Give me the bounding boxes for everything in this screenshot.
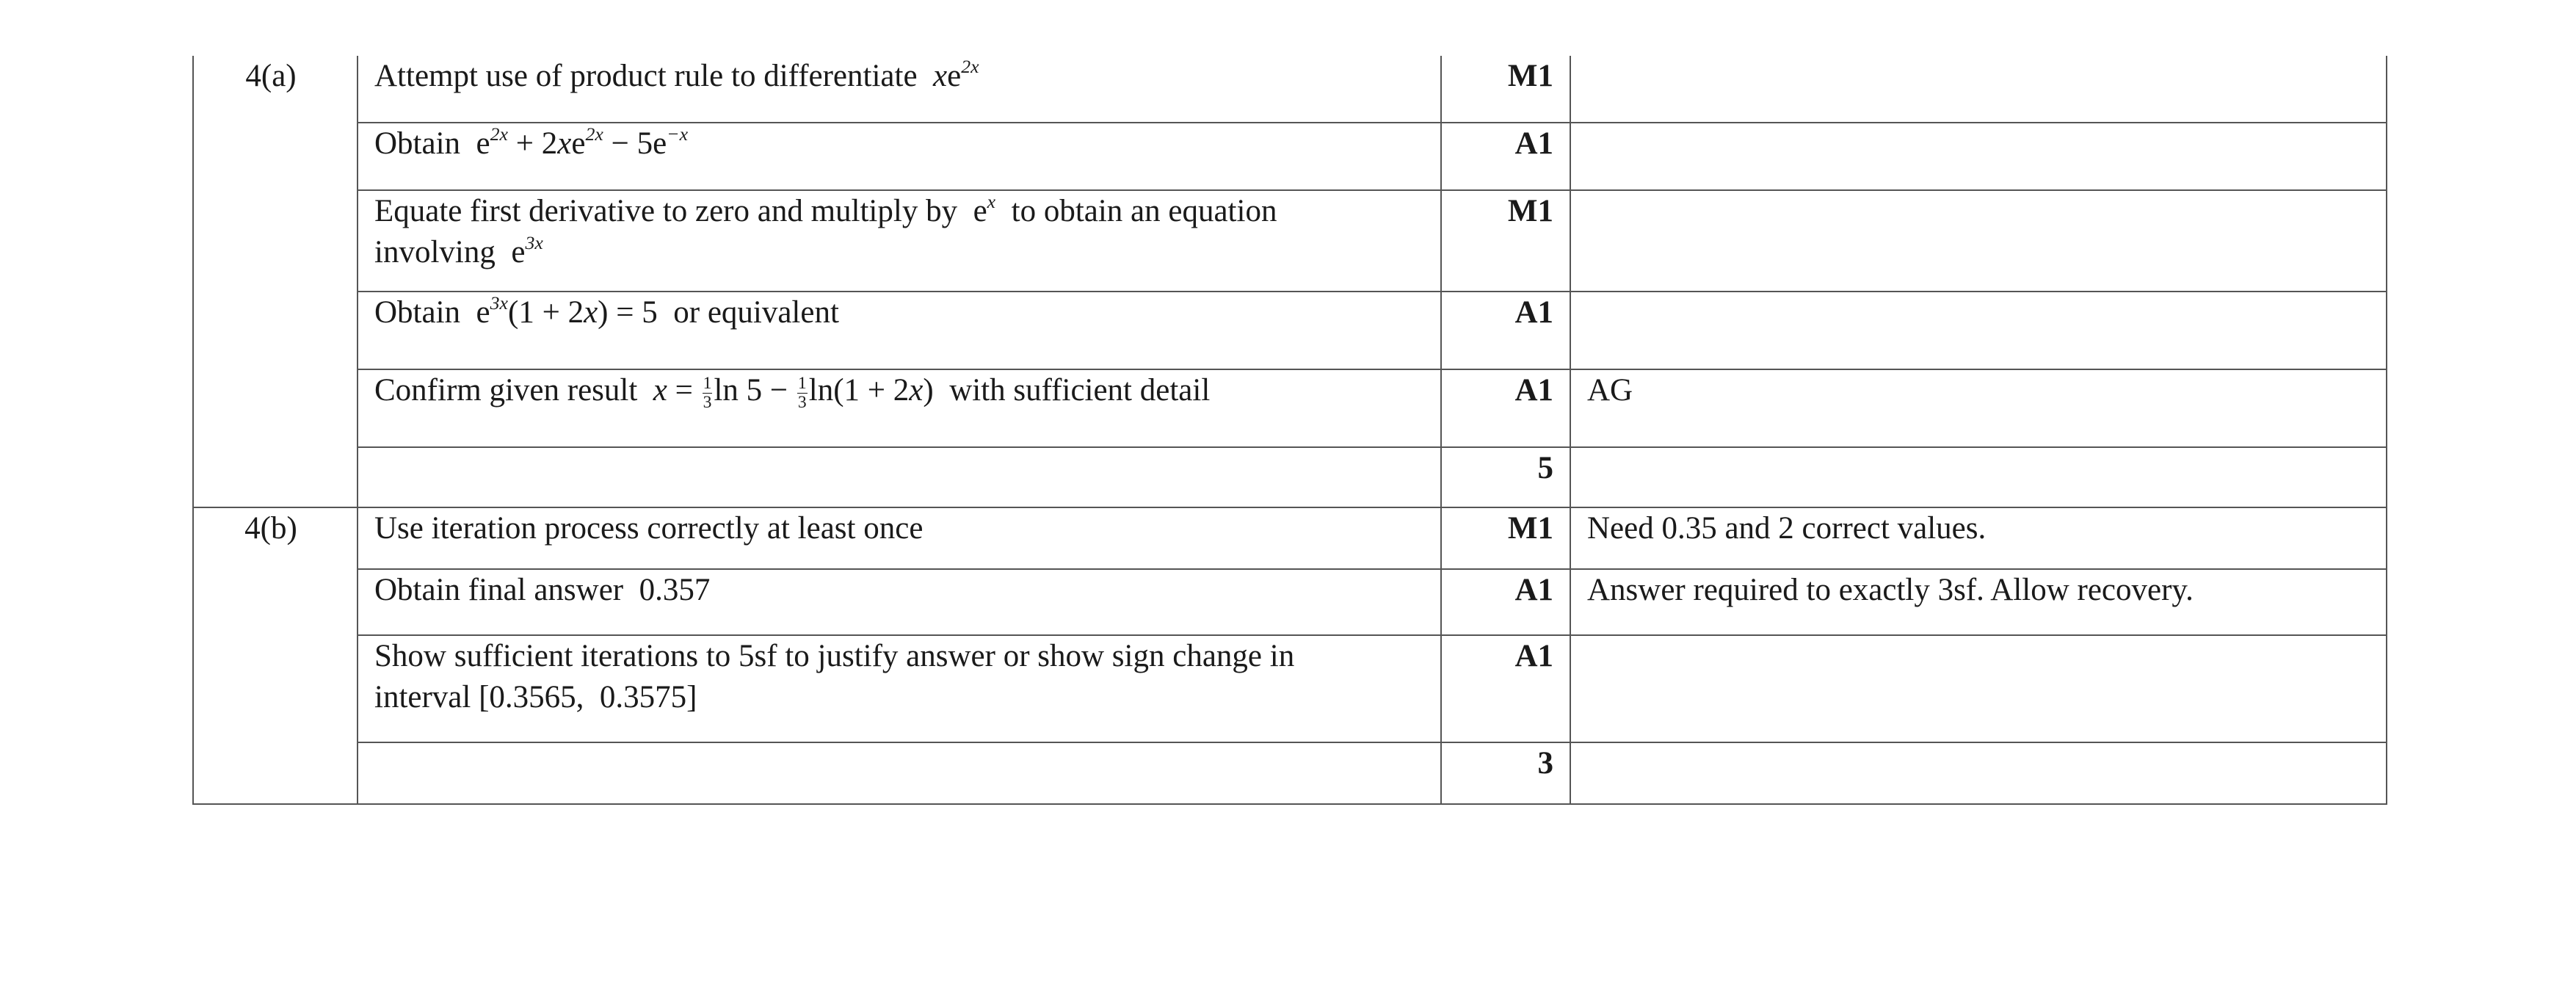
question-number: 4(a): [245, 59, 297, 93]
mark-cell: M1: [1441, 190, 1570, 292]
mark-scheme-table: [192, 56, 2387, 805]
table-row: [193, 56, 2387, 123]
answer-cell: [358, 635, 1441, 742]
question-number-cell: [193, 56, 358, 507]
math-expression: $xe^{2x}$: [933, 56, 979, 93]
guidance-cell: [1570, 742, 2387, 804]
guidance-cell: Need 0.35 and 2 correct values.: [1570, 507, 2387, 569]
answer-cell: [358, 56, 1441, 123]
table-row: [193, 447, 2387, 507]
mark-cell: A1: [1441, 369, 1570, 447]
answer-text: Obtain: [374, 295, 461, 330]
guidance-cell: AG: [1570, 369, 2387, 447]
answer-value: 0.357: [639, 573, 711, 607]
math-expression: $e^x$: [973, 191, 996, 228]
answer-text: or equivalent: [673, 295, 839, 330]
guidance-cell: [1570, 447, 2387, 507]
mark-cell: A1: [1441, 123, 1570, 190]
answer-text: Obtain: [374, 126, 461, 161]
answer-text: Obtain final answer: [374, 573, 624, 607]
answer-cell: [358, 447, 1441, 507]
math-expression: $e^{2x} + 2xe^{2x} - 5e^{-x}$: [476, 123, 689, 161]
total-mark-cell: 5: [1441, 447, 1570, 507]
table-row: [193, 569, 2387, 635]
fraction-one-third: $\frac{1}{3}$: [703, 373, 712, 412]
answer-cell: [358, 123, 1441, 190]
mark-cell: M1: [1441, 56, 1570, 123]
guidance-cell: [1570, 292, 2387, 369]
mark-cell: M1: [1441, 507, 1570, 569]
answer-text: interval [0.3565, 0.3575]: [374, 679, 697, 714]
math-expression: x = $\frac{1}{3}$ ln 5 − $\frac{1}{3}$ ln(1 + 2x): [653, 373, 934, 412]
answer-text: with sufficient detail: [949, 373, 1211, 408]
answer-cell: [358, 292, 1441, 369]
guidance-cell: [1570, 56, 2387, 123]
table-row: [193, 123, 2387, 190]
table-row: [193, 742, 2387, 804]
answer-text: Show sufficient iterations to 5sf to justify answer or show sign change in: [374, 639, 1295, 673]
guidance-cell: [1570, 635, 2387, 742]
answer-text: Equate first derivative to zero and multiply by: [374, 194, 958, 228]
answer-text: Attempt use of product rule to differentiate: [374, 59, 918, 93]
answer-text: involving: [374, 234, 496, 269]
answer-cell: [358, 190, 1441, 292]
answer-cell: Use iteration process correctly at least once: [358, 507, 1441, 569]
total-mark-cell: 3: [1441, 742, 1570, 804]
answer-text: Confirm given result: [374, 373, 638, 408]
table-row: [193, 369, 2387, 447]
mark-cell: A1: [1441, 635, 1570, 742]
mark-cell: A1: [1441, 569, 1570, 635]
answer-cell: [358, 369, 1441, 447]
guidance-cell: [1570, 123, 2387, 190]
table-row: [193, 507, 2387, 569]
answer-cell: [358, 742, 1441, 804]
table-row: [193, 635, 2387, 742]
question-number: 4(b): [244, 511, 297, 546]
answer-cell: [358, 569, 1441, 635]
fraction-one-third: $\frac{1}{3}$: [797, 373, 807, 412]
mark-cell: A1: [1441, 292, 1570, 369]
answer-text: to obtain an equation: [1011, 194, 1277, 228]
math-expression: $e^{3x}(1 + 2x) = 5$: [476, 292, 658, 330]
guidance-cell: [1570, 190, 2387, 292]
guidance-cell: Answer required to exactly 3sf. Allow recovery.: [1570, 569, 2387, 635]
table-row: [193, 292, 2387, 369]
table-row: [193, 190, 2387, 292]
question-number-cell: [193, 507, 358, 804]
math-expression: $e^{3x}$: [511, 231, 543, 269]
